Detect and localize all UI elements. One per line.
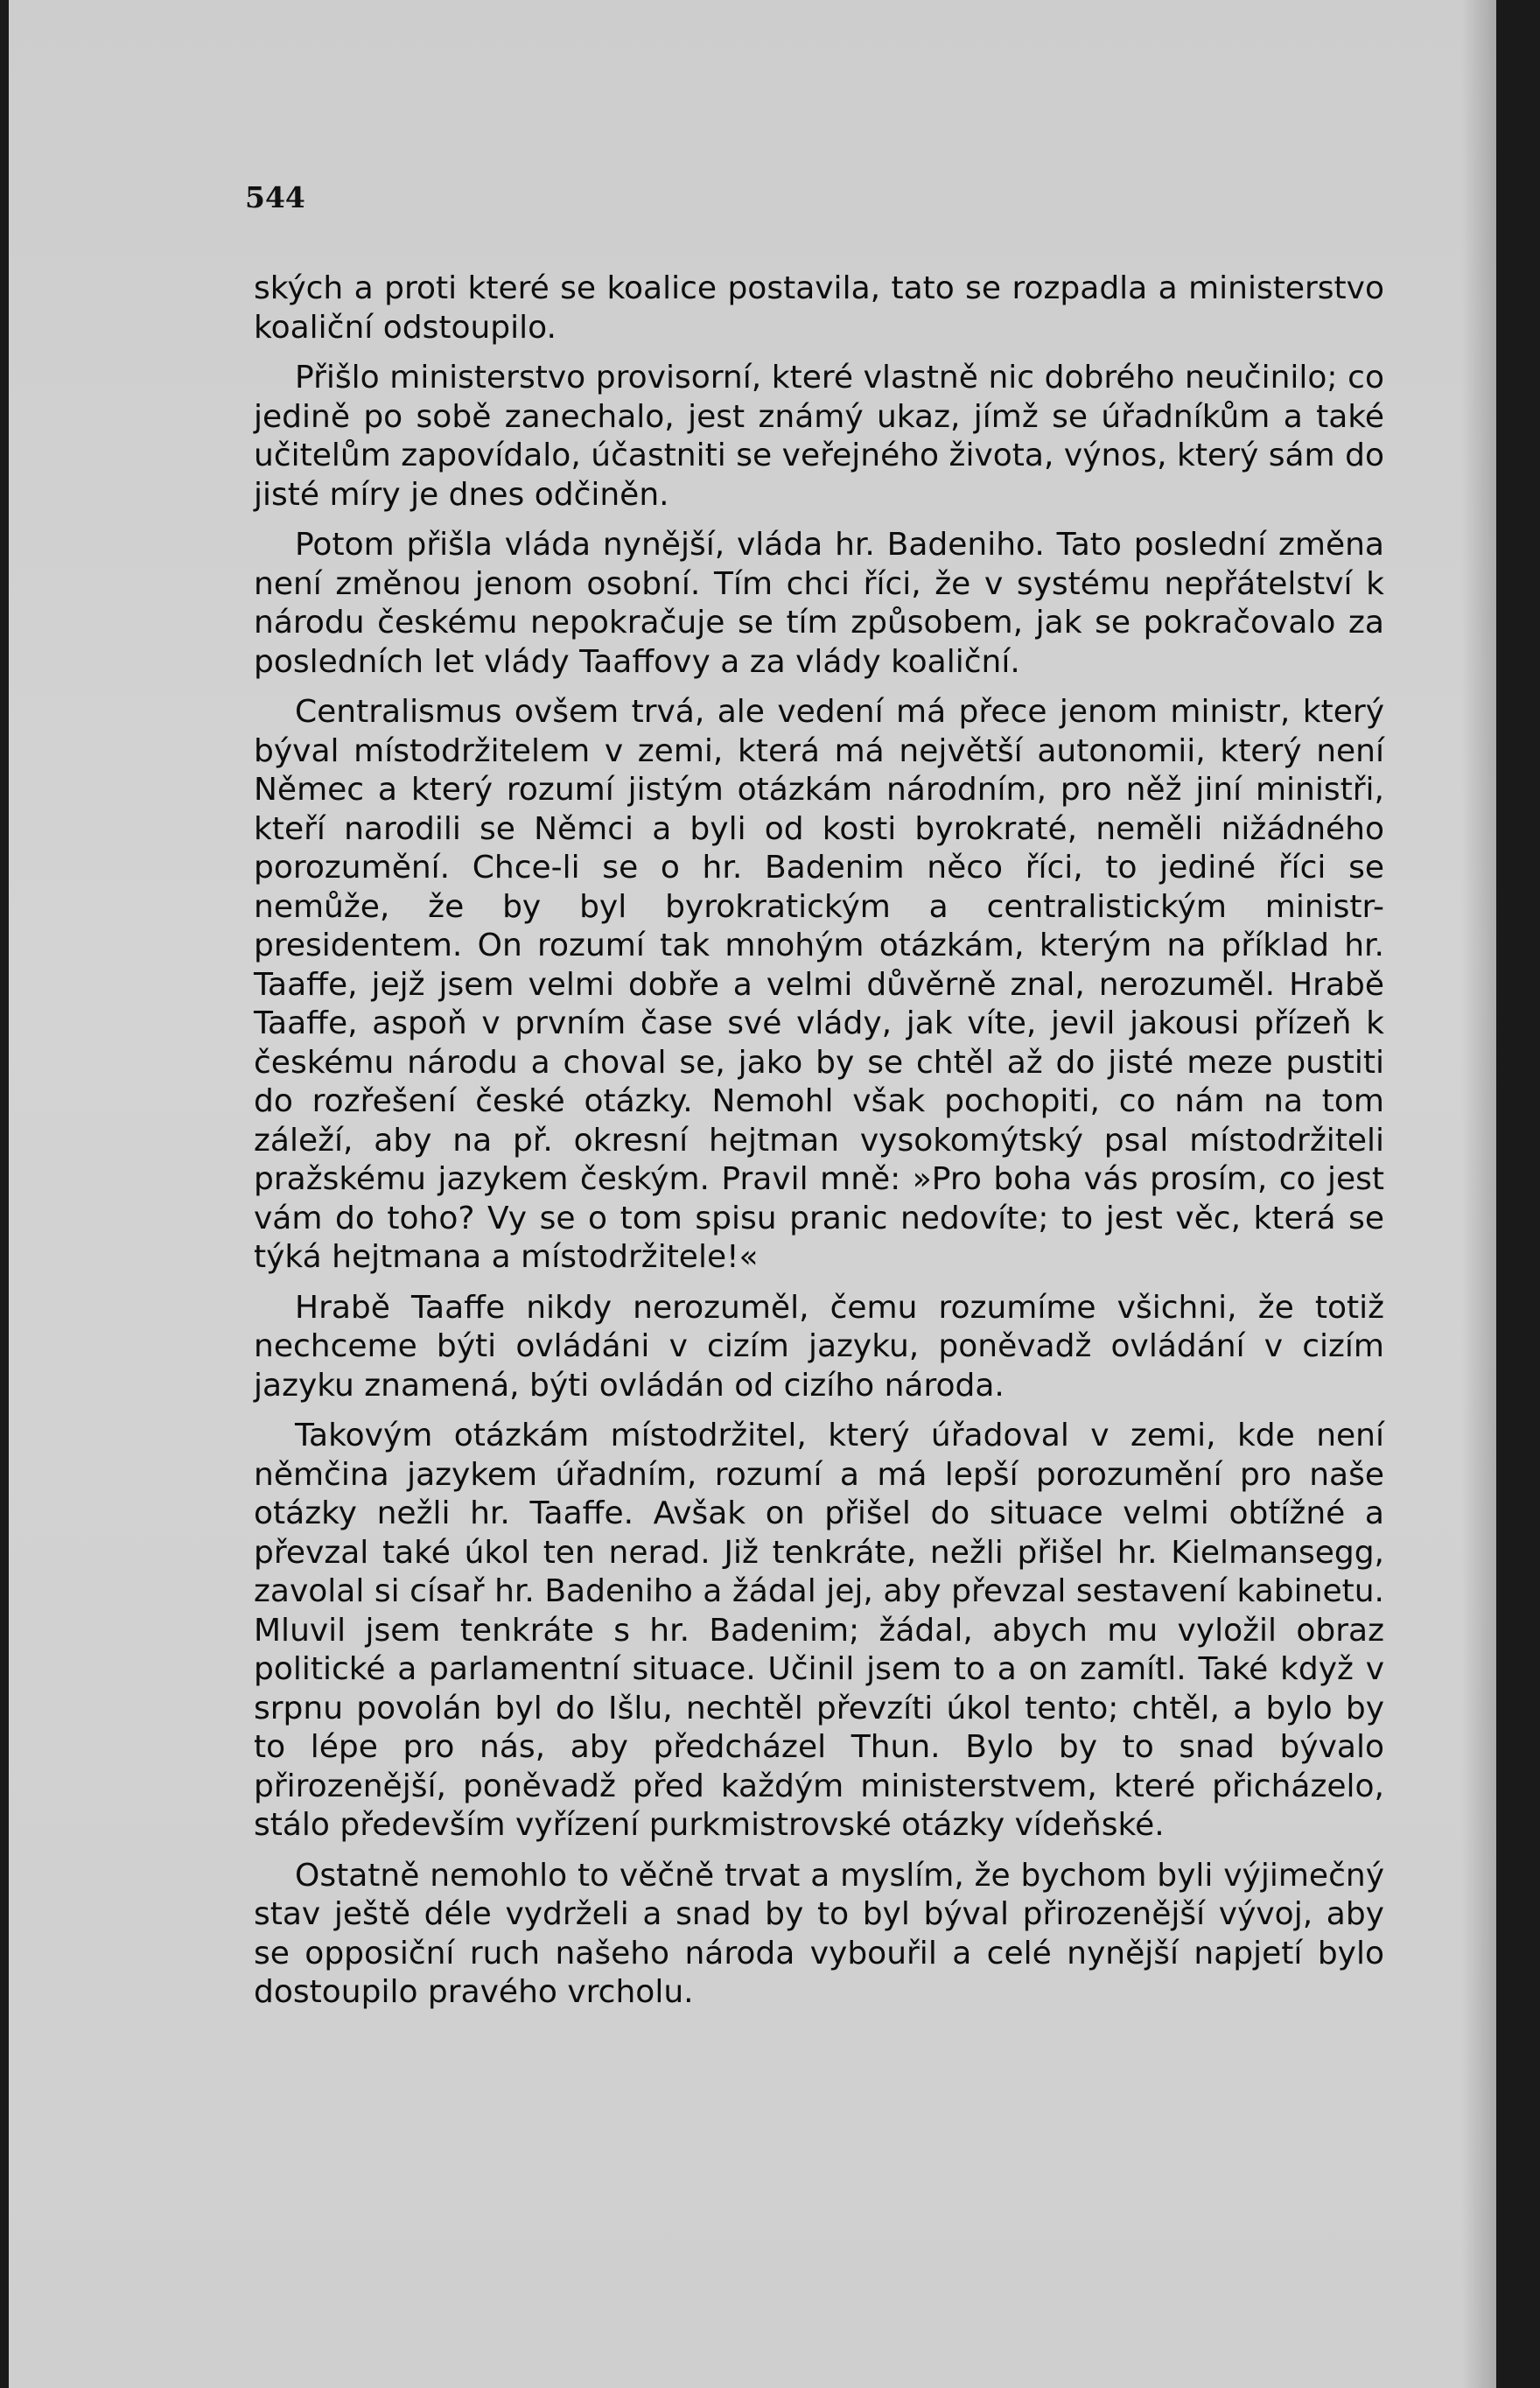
body-text xyxy=(254,270,1384,2024)
paragraph-2: Přišlo ministerstvo provisorní, které vlastně nic dobrého neučinilo; co jedině po sobě zanechalo, jest známý ukaz, jímž se úřadníkům a také učitelům zapovídalo, účastniti se veřejného života, výnos, který sám do jisté míry je dnes odčiněn. xyxy=(254,360,1384,513)
paragraph-5: Hrabě Taaffe nikdy nerozuměl, čemu rozumíme všichni, že totiž nechceme býti ovládáni v cizím jazyku, poněvadž ovládání v cizím jazyku znamená, býti ovládán od cizího národa. xyxy=(254,1289,1384,1404)
book-page xyxy=(9,0,1496,2388)
paragraph-3: Potom přišla vláda nynější, vláda hr. Badeniho. Tato poslední změna není změnou jenom osobní. Tím chci říci, že v systému nepřátelství k národu českému nepokračuje se tím způsobem, jak se pokračovalo za posledních let vlády Taaffovy a za vlády koaliční. xyxy=(254,527,1384,680)
paragraph-7: Ostatně nemohlo to věčně trvat a myslím, že bychom byli výjimečný stav ještě déle vydrželi a snad by to byl býval přirozenější vývoj, aby se opposiční ruch našeho národa vybouřil a celé nynější napjetí bylo dostoupilo pravého vrcholu. xyxy=(254,1857,1384,2010)
page-edge-shadow xyxy=(1461,0,1496,2388)
paragraph-1: ských a proti které se koalice postavila, tato se rozpadla a ministerstvo koaliční odstoupilo. xyxy=(254,270,1384,346)
paragraph-6: Takovým otázkám místodržitel, který úřadoval v zemi, kde není němčina jazykem úřadním, rozumí a má lepší porozumění pro naše otázky nežli hr. Taaffe. Avšak on přišel do situace velmi obtížné a převzal také úkol ten nerad. Již tenkráte, nežli přišel hr. Kielmansegg, zavolal si císař hr. Badeniho a žádal jej, aby převzal sestavení kabinetu. Mluvil jsem tenkráte s hr. Badenim; žádal, abych mu vyložil obraz politické a parlamentní situace. Učinil jsem to a on zamítl. Také když v srpnu povolán byl do Išlu, nechtěl převzíti úkol tento; chtěl, a bylo by to lépe pro nás, aby předcházel Thun. Bylo by to snad bývalo přirozenější, poněvadž před každým ministerstvem, které přicházelo, stálo především vyřízení purkmistrovské otázky vídeňské. xyxy=(254,1418,1384,1843)
paragraph-4: Centralismus ovšem trvá, ale vedení má přece jenom ministr, který býval místodržitelem v zemi, která má největší autonomii, který není Němec a který rozumí jistým otázkám národním, pro něž jiní ministři, kteří narodili se Němci a byli od kosti byrokraté, neměli nižádného porozumění. Chce-li se o hr. Badenim něco říci, to jediné říci se nemůže, že by byl byrokratickým a centralistickým ministr-presidentem. On rozumí tak mnohým otázkám, kterým na příklad hr. Taaffe, jejž jsem velmi dobře a velmi důvěrně znal, nerozuměl. Hrabě Taaffe, aspoň v prvním čase své vlády, jak víte, jevil jakousi přízeň k českému národu a choval se, jako by se chtěl až do jisté meze pustiti do rozřešení české otázky. Nemohl však pochopiti, co nám na tom záleží, aby na př. okresní hejtman vysokomýtský psal místodržiteli pražskému jazykem českým. Pravil mně: »Pro boha vás prosím, co jest vám do toho? Vy se o tom spisu pranic nedovíte; to jest věc, která se týká hejtmana a místodržitele!« xyxy=(254,694,1384,1275)
page-number: 544 xyxy=(245,180,305,214)
